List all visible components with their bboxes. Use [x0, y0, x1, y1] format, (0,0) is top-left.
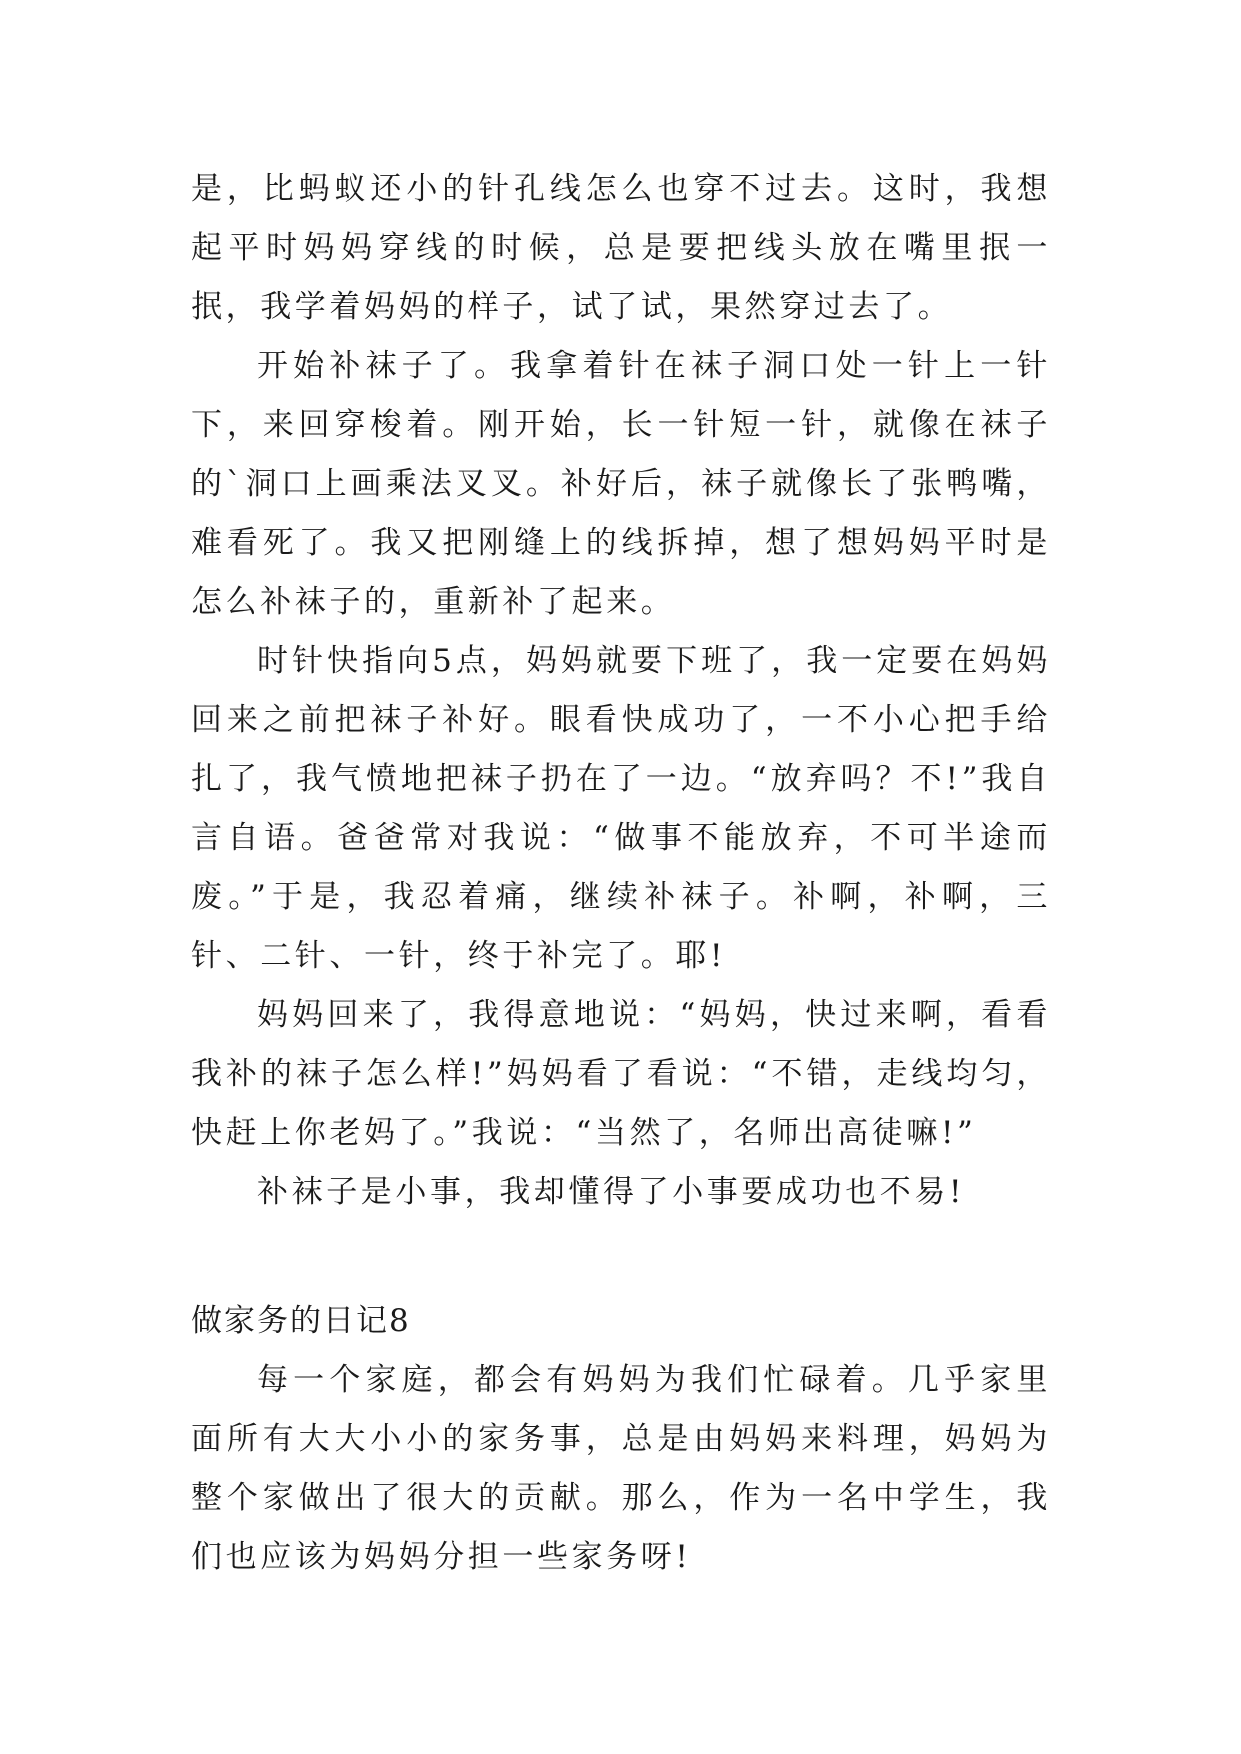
document-body — [191, 160, 1051, 1587]
paragraph: 时针快指向5点，妈妈就要下班了，我一定要在妈妈回来之前把袜子补好。眼看快成功了，一不小心把手给扎了，我气愤地把袜子扔在了一边。“放弃吗？不!”我自言自语。爸爸常对我说：“做事不能放弃，不可半途而废。”于是，我忍着痛，继续补袜子。补啊，补啊，三针、二针、一针，终于补完了。耶! — [191, 643, 1051, 974]
paragraph: 开始补袜子了。我拿着针在袜子洞口处一针上一针下，来回穿梭着。刚开始，长一针短一针，就像在袜子的`洞口上画乘法叉叉。补好后，袜子就像长了张鸭嘴，难看死了。我又把刚缝上的线拆掉，想了想妈妈平时是怎么补袜子的，重新补了起来。 — [191, 348, 1051, 620]
paragraph: 妈妈回来了，我得意地说：“妈妈，快过来啊，看看我补的袜子怎么样!”妈妈看了看说：“不错，走线均匀，快赶上你老妈了。”我说：“当然了，名师出高徒嘛!” — [191, 997, 1051, 1151]
paragraph: 是，比蚂蚁还小的针孔线怎么也穿不过去。这时，我想起平时妈妈穿线的时候，总是要把线头放在嘴里抿一抿，我学着妈妈的样子，试了试，果然穿过去了。 — [191, 171, 1051, 325]
paragraph: 补袜子是小事，我却懂得了小事要成功也不易! — [257, 1174, 966, 1210]
section-title: 做家务的日记8 — [191, 1303, 411, 1339]
paragraph: 每一个家庭，都会有妈妈为我们忙碌着。几乎家里面所有大大小小的家务事，总是由妈妈来料理，妈妈为整个家做出了很大的贡献。那么，作为一名中学生，我们也应该为妈妈分担一些家务呀! — [191, 1362, 1051, 1575]
